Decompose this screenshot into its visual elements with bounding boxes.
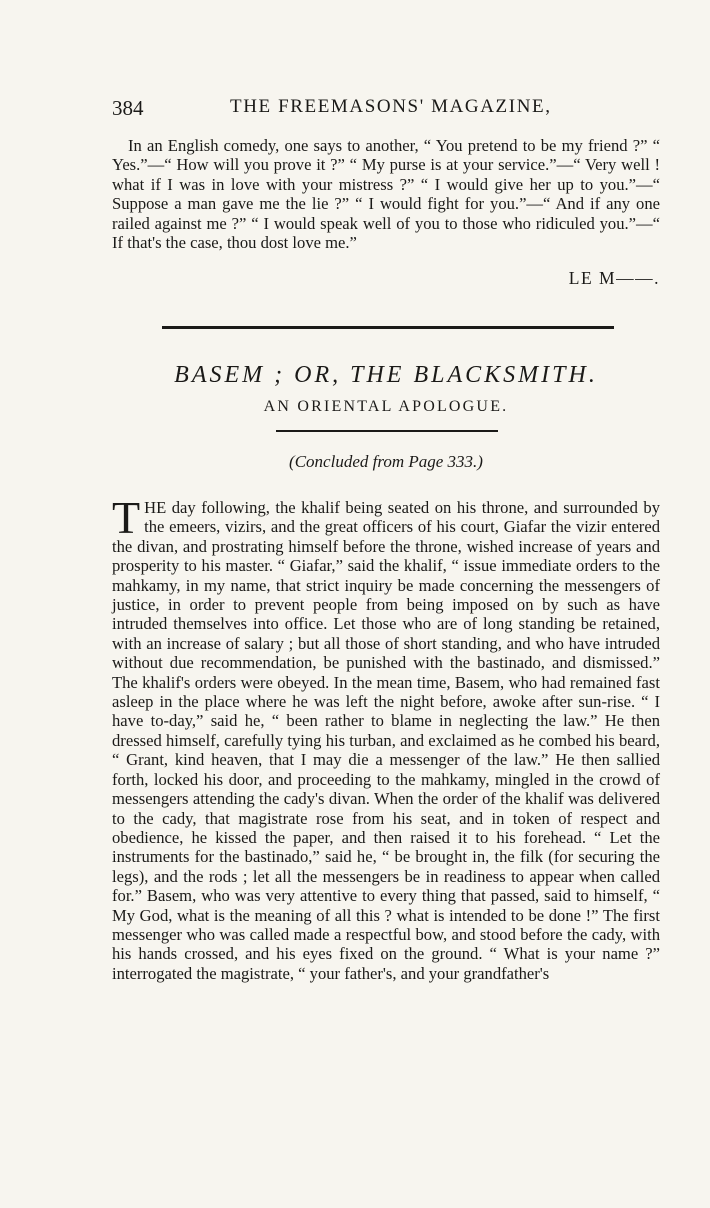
running-title: THE FREEMASONS' MAGAZINE, bbox=[230, 96, 552, 117]
page-number: 384 bbox=[112, 96, 144, 120]
article-subtitle: AN ORIENTAL APOLOGUE. bbox=[263, 398, 509, 415]
subtitle-divider bbox=[276, 430, 498, 432]
section-divider bbox=[162, 326, 614, 329]
page-header bbox=[112, 96, 672, 126]
article-body bbox=[112, 492, 660, 983]
article-title: BASEM ; OR, THE BLACKSMITH. bbox=[174, 362, 598, 388]
anecdote-signature: LE M——. bbox=[568, 268, 660, 288]
article-body-text: HE day following, the khalif being seated on his throne, and surrounded by the emeers, vizirs, and the great officers of his court, Giafar the vizir entered the divan, and prostrating himself before the throne, wished increase of years and prosperity to his master. “ Giafar,” said the khalif, “ issue immediate orders to the mahkamy, in my name, that strict inquiry be made concerning the messengers of justice, in order to prevent people from being imposed on by such as have intruded themselves into office. Let those who are of long standing be retained, with an increase of salary ; but all those of short standing, and who have intruded without due recommendation, be punished with the bastinado, and dismissed.” The khalif's orders were obeyed. In the mean time, Basem, who had remained fast asleep in the place where he was left the night before, awoke after sun-rise. “ I have to-day,” said he, “ been rather to blame in neglecting the law.” He then dressed himself, carefully tying his turban, and exclaimed as he combed his beard, “ Grant, kind heaven, that I may die a messenger of the law.” He then sallied forth, locked his door, and proceeding to the mahkamy, mingled in the crowd of messengers attending the cady's divan. When the order of the khalif was delivered to the cady, that magistrate rose from his seat, and in token of respect and obedience, he kissed the paper, and then raised it to his forehead. “ Let the instruments for the bastinado,” said he, “ be brought in, the filk (for securing the legs), and the rods ; let all the messengers be in readiness to appear when called for.” Basem, who was very attentive to every thing that passed, said to himself, “ My God, what is the meaning of all this ? what is intended to be done !” The first messenger who was called made a respectful bow, and stood before the cady, with his hands crossed, and his eyes fixed on the ground. “ What is your name ?” interrogated the magistrate, “ your father's, and your grandfather's bbox=[112, 498, 660, 983]
continuation-note: (Concluded from Page 333.) bbox=[289, 452, 483, 471]
anecdote-paragraph: In an English comedy, one says to another, “ You pretend to be my friend ?” “ Yes.”—“ How will you prove it ?” “ My purse is at your service.”—“ Very well ! what if I was in love with your mistress ?” “ I would give her up to you.”—“ Suppose a man gave me the lie ?” “ I would fight for you.”—“ And if any one railed against me ?” “ I would speak well of you to those who ridiculed you.”—“ If that's the case, thou dost love me.” bbox=[112, 136, 660, 253]
article-body-block bbox=[112, 492, 660, 983]
drop-cap: T bbox=[112, 492, 141, 543]
anecdote-block bbox=[112, 136, 660, 252]
